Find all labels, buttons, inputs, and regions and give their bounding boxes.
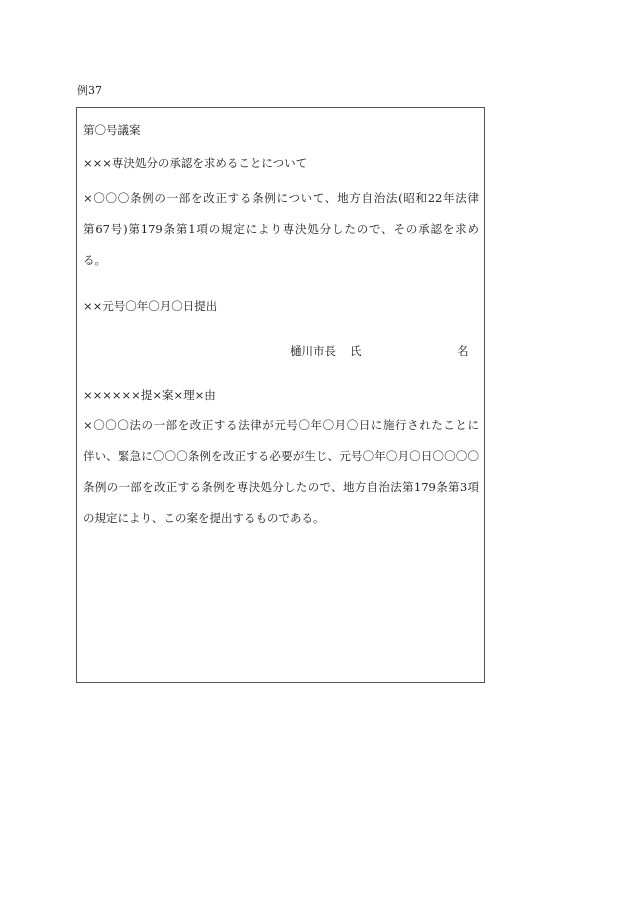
reason-line-3: 条例の一部を改正する条例を専決処分したので、地方自治法第179条第3項 (83, 480, 479, 494)
document-frame (76, 107, 485, 683)
body-line-3: る。 (83, 253, 106, 267)
signer-name-label-2: 名 (457, 344, 469, 358)
reason-heading: ××××××提×案×理×由 (83, 388, 216, 402)
reason-line-2: 伴い、緊急に〇〇〇条例を改正する必要が生じ、元号〇年〇月〇日〇〇〇〇 (83, 449, 479, 463)
bill-title: ×××専決処分の承認を求めることについて (83, 156, 308, 170)
signer-name-label-1: 氏 (350, 344, 362, 358)
reason-line-1: ×〇〇〇法の一部を改正する法律が元号〇年〇月〇日に施行されたことに (83, 418, 479, 432)
body-line-1: ×〇〇〇条例の一部を改正する条例について、地方自治法(昭和22年法律 (83, 191, 479, 205)
submission-date: ××元号〇年〇月〇日提出 (83, 299, 218, 313)
body-line-2: 第67号)第179条第1項の規定により専決処分したので、その承認を求め (83, 222, 479, 236)
signer-title: 樋川市長 (290, 344, 336, 358)
bill-number: 第〇号議案 (83, 123, 141, 137)
reason-line-4: の規定により、この案を提出するものである。 (83, 511, 325, 525)
example-label: 例37 (77, 84, 102, 97)
